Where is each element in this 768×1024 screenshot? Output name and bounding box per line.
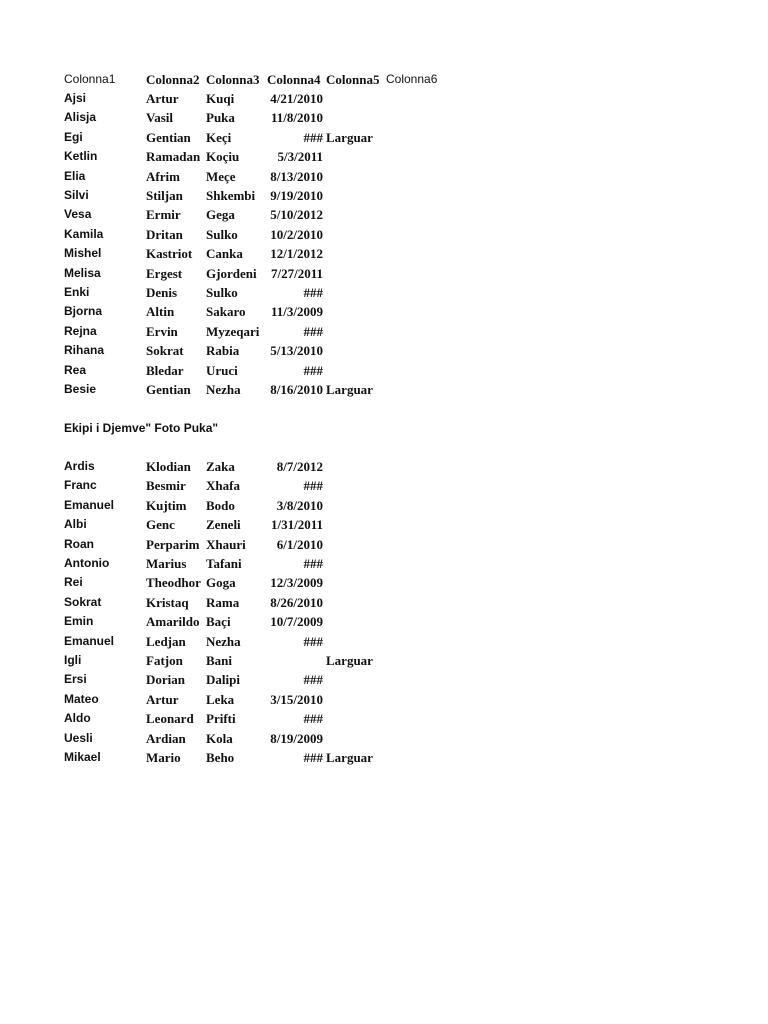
date-cell: 8/13/2010 (270, 169, 323, 184)
surname-cell: Xhauri (206, 537, 246, 552)
first-name-cell: Elia (64, 169, 86, 183)
header-cell-col6: Colonna6 (386, 72, 438, 86)
second-name-cell: Amarildo (146, 614, 200, 629)
date-cell: 8/16/2010 (270, 382, 323, 397)
table-row (0, 632, 768, 651)
date-cell: 6/1/2010 (276, 537, 323, 552)
status-cell: Larguar (326, 750, 373, 765)
first-name-cell: Emanuel (64, 498, 115, 512)
table-row (0, 380, 768, 399)
first-name-cell: Melisa (64, 266, 101, 280)
surname-cell: Myzeqari (206, 324, 260, 339)
header-cell-col4: Colonna4 (267, 72, 321, 87)
first-name-cell: Rejna (64, 324, 97, 338)
surname-cell: Canka (206, 246, 243, 261)
date-cell: ### (303, 556, 323, 571)
first-name-cell: Ersi (64, 672, 87, 686)
first-name-cell: Kamila (64, 227, 104, 241)
date-cell: 12/1/2012 (270, 246, 323, 261)
second-name-cell: Gentian (146, 130, 191, 145)
date-cell: 7/27/2011 (270, 266, 323, 281)
first-name-cell: Sokrat (64, 595, 102, 609)
surname-cell: Zaka (206, 459, 235, 474)
table-row (0, 302, 768, 321)
surname-cell: Sulko (206, 285, 238, 300)
second-name-cell: Genc (146, 517, 175, 532)
table-row (0, 573, 768, 592)
surname-cell: Puka (206, 110, 235, 125)
table-row (0, 264, 768, 283)
date-cell: ### (303, 324, 323, 339)
second-name-cell: Ardian (146, 731, 186, 746)
table-row (0, 108, 768, 127)
table-row (0, 128, 768, 147)
date-cell: ### (303, 750, 323, 765)
second-name-cell: Dorian (146, 672, 185, 687)
date-cell: 5/13/2010 (270, 343, 323, 358)
surname-cell: Rama (206, 595, 240, 610)
second-name-cell: Artur (146, 692, 179, 707)
surname-cell: Kuqi (206, 91, 235, 106)
header-cell-col5: Colonna5 (326, 72, 380, 87)
first-name-cell: Rei (64, 575, 83, 589)
first-name-cell: Alisja (64, 110, 97, 124)
first-name-cell: Mikael (64, 750, 101, 764)
second-name-cell: Ergest (146, 266, 183, 281)
first-name-cell: Silvi (64, 188, 89, 202)
date-cell: 11/8/2010 (270, 110, 323, 125)
table-row (0, 361, 768, 380)
surname-cell: Gjordeni (206, 266, 257, 281)
table-row (0, 593, 768, 612)
second-name-cell: Leonard (146, 711, 194, 726)
table-row (0, 709, 768, 728)
first-name-cell: Vesa (64, 207, 92, 221)
status-cell: Larguar (326, 382, 373, 397)
second-name-cell: Dritan (146, 227, 183, 242)
second-name-cell: Ledjan (146, 634, 186, 649)
second-name-cell: Ramadan (146, 149, 201, 164)
surname-cell: Tafani (206, 556, 242, 571)
first-name-cell: Egi (64, 130, 83, 144)
table-row (0, 651, 768, 670)
first-name-cell: Ardis (64, 459, 95, 473)
date-cell: 8/26/2010 (270, 595, 323, 610)
header-cell-col3: Colonna3 (206, 72, 260, 87)
date-cell: ### (303, 634, 323, 649)
table-row (0, 670, 768, 689)
first-name-cell: Albi (64, 517, 87, 531)
second-name-cell: Afrim (146, 169, 180, 184)
date-cell: ### (303, 285, 323, 300)
second-name-cell: Artur (146, 91, 179, 106)
table-row (0, 225, 768, 244)
header-cell-col1: Colonna1 (64, 72, 116, 86)
surname-cell: Gega (206, 207, 235, 222)
second-name-cell: Perparim (146, 537, 200, 552)
table-row (0, 554, 768, 573)
surname-cell: Goga (206, 575, 236, 590)
date-cell: 3/8/2010 (276, 498, 323, 513)
second-name-cell: Sokrat (146, 343, 184, 358)
table-row (0, 147, 768, 166)
date-cell: ### (303, 130, 323, 145)
first-name-cell: Besie (64, 382, 97, 396)
surname-cell: Rabia (206, 343, 240, 358)
second-name-cell: Ermir (146, 207, 181, 222)
date-cell: 10/7/2009 (270, 614, 323, 629)
first-name-cell: Rihana (64, 343, 105, 357)
surname-cell: Prifti (206, 711, 236, 726)
surname-cell: Zeneli (206, 517, 241, 532)
date-cell: 11/3/2009 (270, 304, 323, 319)
surname-cell: Kola (206, 731, 233, 746)
first-name-cell: Enki (64, 285, 90, 299)
table-row (0, 729, 768, 748)
second-name-cell: Theodhor (146, 575, 201, 590)
table-row (0, 496, 768, 515)
second-name-cell: Altin (146, 304, 175, 319)
first-name-cell: Bjorna (64, 304, 103, 318)
table-row (0, 205, 768, 224)
first-name-cell: Emanuel (64, 634, 115, 648)
table-row (0, 244, 768, 263)
second-name-cell: Denis (146, 285, 178, 300)
surname-cell: Sakaro (206, 304, 246, 319)
table-row (0, 690, 768, 709)
date-cell: 12/3/2009 (270, 575, 323, 590)
surname-cell: Keçi (206, 130, 232, 145)
second-name-cell: Klodian (146, 459, 191, 474)
surname-cell: Xhafa (206, 478, 240, 493)
second-name-cell: Kujtim (146, 498, 187, 513)
second-name-cell: Mario (146, 750, 181, 765)
first-name-cell: Roan (64, 537, 94, 551)
first-name-cell: Mateo (64, 692, 99, 706)
status-cell: Larguar (326, 653, 373, 668)
surname-cell: Dalipi (206, 672, 240, 687)
table-row (0, 748, 768, 767)
date-cell: 10/2/2010 (270, 227, 323, 242)
date-cell: 5/10/2012 (270, 207, 323, 222)
first-name-cell: Antonio (64, 556, 110, 570)
surname-cell: Uruci (206, 363, 238, 378)
first-name-cell: Aldo (64, 711, 91, 725)
surname-cell: Bani (206, 653, 233, 668)
second-name-cell: Besmir (146, 478, 186, 493)
table-row (0, 167, 768, 186)
table-row (0, 457, 768, 476)
date-cell: ### (303, 672, 323, 687)
table-row (0, 515, 768, 534)
surname-cell: Nezha (206, 634, 241, 649)
second-name-cell: Vasil (146, 110, 173, 125)
date-cell: 5/3/2011 (277, 149, 323, 164)
date-cell: 9/19/2010 (270, 188, 323, 203)
table-row (0, 535, 768, 554)
table-row (0, 283, 768, 302)
section-title: Ekipi i Djemve" Foto Puka" (64, 421, 219, 435)
table-row (0, 89, 768, 108)
date-cell: 8/7/2012 (276, 459, 323, 474)
surname-cell: Meçe (206, 169, 236, 184)
date-cell: ### (303, 363, 323, 378)
table-row (0, 322, 768, 341)
first-name-cell: Igli (64, 653, 82, 667)
table-row (0, 612, 768, 631)
second-name-cell: Bledar (146, 363, 184, 378)
surname-cell: Baçi (206, 614, 231, 629)
surname-cell: Koçiu (206, 149, 240, 164)
first-name-cell: Emin (64, 614, 94, 628)
surname-cell: Sulko (206, 227, 238, 242)
second-name-cell: Gentian (146, 382, 191, 397)
second-name-cell: Fatjon (146, 653, 183, 668)
table-row (0, 186, 768, 205)
date-cell: ### (303, 711, 323, 726)
header-cell-col2: Colonna2 (146, 72, 200, 87)
table-row (0, 341, 768, 360)
first-name-cell: Uesli (64, 731, 93, 745)
surname-cell: Bodo (206, 498, 235, 513)
second-name-cell: Kristaq (146, 595, 189, 610)
surname-cell: Nezha (206, 382, 241, 397)
date-cell: 1/31/2011 (270, 517, 323, 532)
first-name-cell: Mishel (64, 246, 102, 260)
date-cell: 8/19/2009 (270, 731, 323, 746)
table-row (0, 476, 768, 495)
surname-cell: Shkembi (206, 188, 256, 203)
header-row (0, 70, 768, 89)
date-cell: ### (303, 478, 323, 493)
second-name-cell: Stiljan (146, 188, 183, 203)
status-cell: Larguar (326, 130, 373, 145)
surname-cell: Beho (206, 750, 235, 765)
first-name-cell: Franc (64, 478, 97, 492)
second-name-cell: Ervin (146, 324, 178, 339)
first-name-cell: Rea (64, 363, 87, 377)
second-name-cell: Marius (146, 556, 187, 571)
surname-cell: Leka (206, 692, 235, 707)
second-name-cell: Kastriot (146, 246, 193, 261)
date-cell: 3/15/2010 (270, 692, 323, 707)
first-name-cell: Ajsi (64, 91, 87, 105)
first-name-cell: Ketlin (64, 149, 98, 163)
date-cell: 4/21/2010 (270, 91, 323, 106)
